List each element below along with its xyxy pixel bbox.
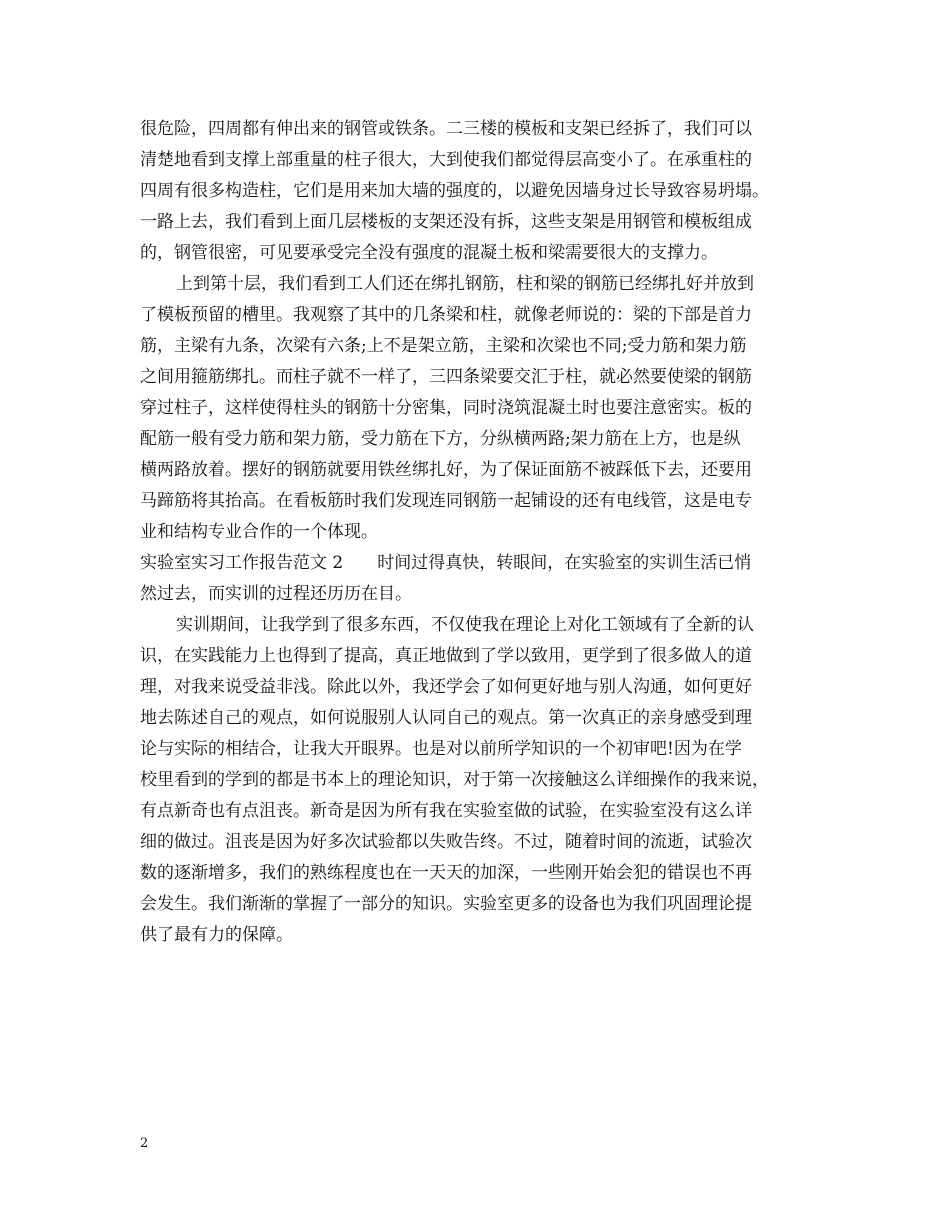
- page-number: 2: [140, 1136, 149, 1151]
- text-line: 一路上去，我们看到上面几层楼板的支架还没有拆，这些支架是用钢管和模板组成: [140, 212, 752, 232]
- text-line: 数的逐渐增多，我们的熟练程度也在一天天的加深，一些刚开始会犯的错误也不再: [140, 863, 752, 883]
- text-line: 四周有很多构造柱，它们是用来加大墙的强度的，以避免因墙身过长导致容易坍塌。: [140, 181, 769, 201]
- text-line: 校里看到的学到的都是书本上的理论知识，对于第一次接触这么详细操作的我来说，: [140, 770, 769, 790]
- text-line: 筋，主梁有九条，次梁有六条;上不是架立筋，主梁和次梁也不同;受力筋和架力筋: [140, 336, 747, 356]
- text-line: 业和结构专业合作的一个体现。: [140, 522, 378, 542]
- text-line: 会发生。我们渐渐的掌握了一部分的知识。实验室更多的设备也为我们巩固理论提: [140, 894, 752, 914]
- text-line: 供了最有力的保障。: [140, 925, 293, 945]
- text-line: 穿过柱子，这样使得柱头的钢筋十分密集，同时浇筑混凝土时也要注意密实。板的: [140, 398, 752, 418]
- text-line: 清楚地看到支撑上部重量的柱子很大，大到使我们都觉得层高变小了。在承重柱的: [140, 150, 752, 170]
- text-line: 细的做过。沮丧是因为好多次试验都以失败告终。不过，随着时间的流逝，试验次: [140, 832, 752, 852]
- text-line: 了模板预留的槽里。我观察了其中的几条梁和柱，就像老师说的：梁的下部是首力: [140, 305, 752, 325]
- text-line: 实训期间，让我学到了很多东西，不仅使我在理论上对化工领域有了全新的认: [176, 615, 754, 635]
- text-line: 地去陈述自己的观点，如何说服别人认同自己的观点。第一次真正的亲身感受到理: [140, 708, 752, 728]
- text-line: 有点新奇也有点沮丧。新奇是因为所有我在实验室做的试验，在实验室没有这么详: [140, 801, 752, 821]
- text-line: 马蹄筋将其抬高。在看板筋时我们发现连同钢筋一起铺设的还有电线管，这是电专: [140, 491, 752, 511]
- text-line: 很危险，四周都有伸出来的钢管或铁条。二三楼的模板和支架已经拆了，我们可以: [140, 119, 752, 139]
- text-line: 之间用箍筋绑扎。而柱子就不一样了，三四条梁要交汇于柱，就必然要使梁的钢筋: [140, 367, 752, 387]
- text-line: 配筋一般有受力筋和架力筋，受力筋在下方，分纵横两路;架力筋在上方，也是纵: [140, 429, 741, 449]
- text-line: 上到第十层，我们看到工人们还在绑扎钢筋，柱和梁的钢筋已经绑扎好并放到: [176, 274, 754, 294]
- text-line: 然过去，而实训的过程还历历在目。: [140, 584, 412, 604]
- text-line: 横两路放着。摆好的钢筋就要用铁丝绑扎好，为了保证面筋不被踩低下去，还要用: [140, 460, 752, 480]
- text-line: 理，对我来说受益非浅。除此以外，我还学会了如何更好地与别人沟通，如何更好: [140, 677, 752, 697]
- text-line: 的，钢管很密，可见要承受完全没有强度的混凝土板和梁需要很大的支撑力。: [140, 243, 718, 263]
- body-text: [140, 114, 820, 951]
- text-line: 论与实际的相结合，让我大开眼界。也是对以前所学知识的一个初审吧!因为在学: [140, 739, 742, 759]
- section-heading-line: 实验室实习工作报告范文 2 时间过得真快，转眼间，在实验室的实训生活已悄: [140, 553, 752, 573]
- text-line: 识，在实践能力上也得到了提高，真正地做到了学以致用，更学到了很多做人的道: [140, 646, 752, 666]
